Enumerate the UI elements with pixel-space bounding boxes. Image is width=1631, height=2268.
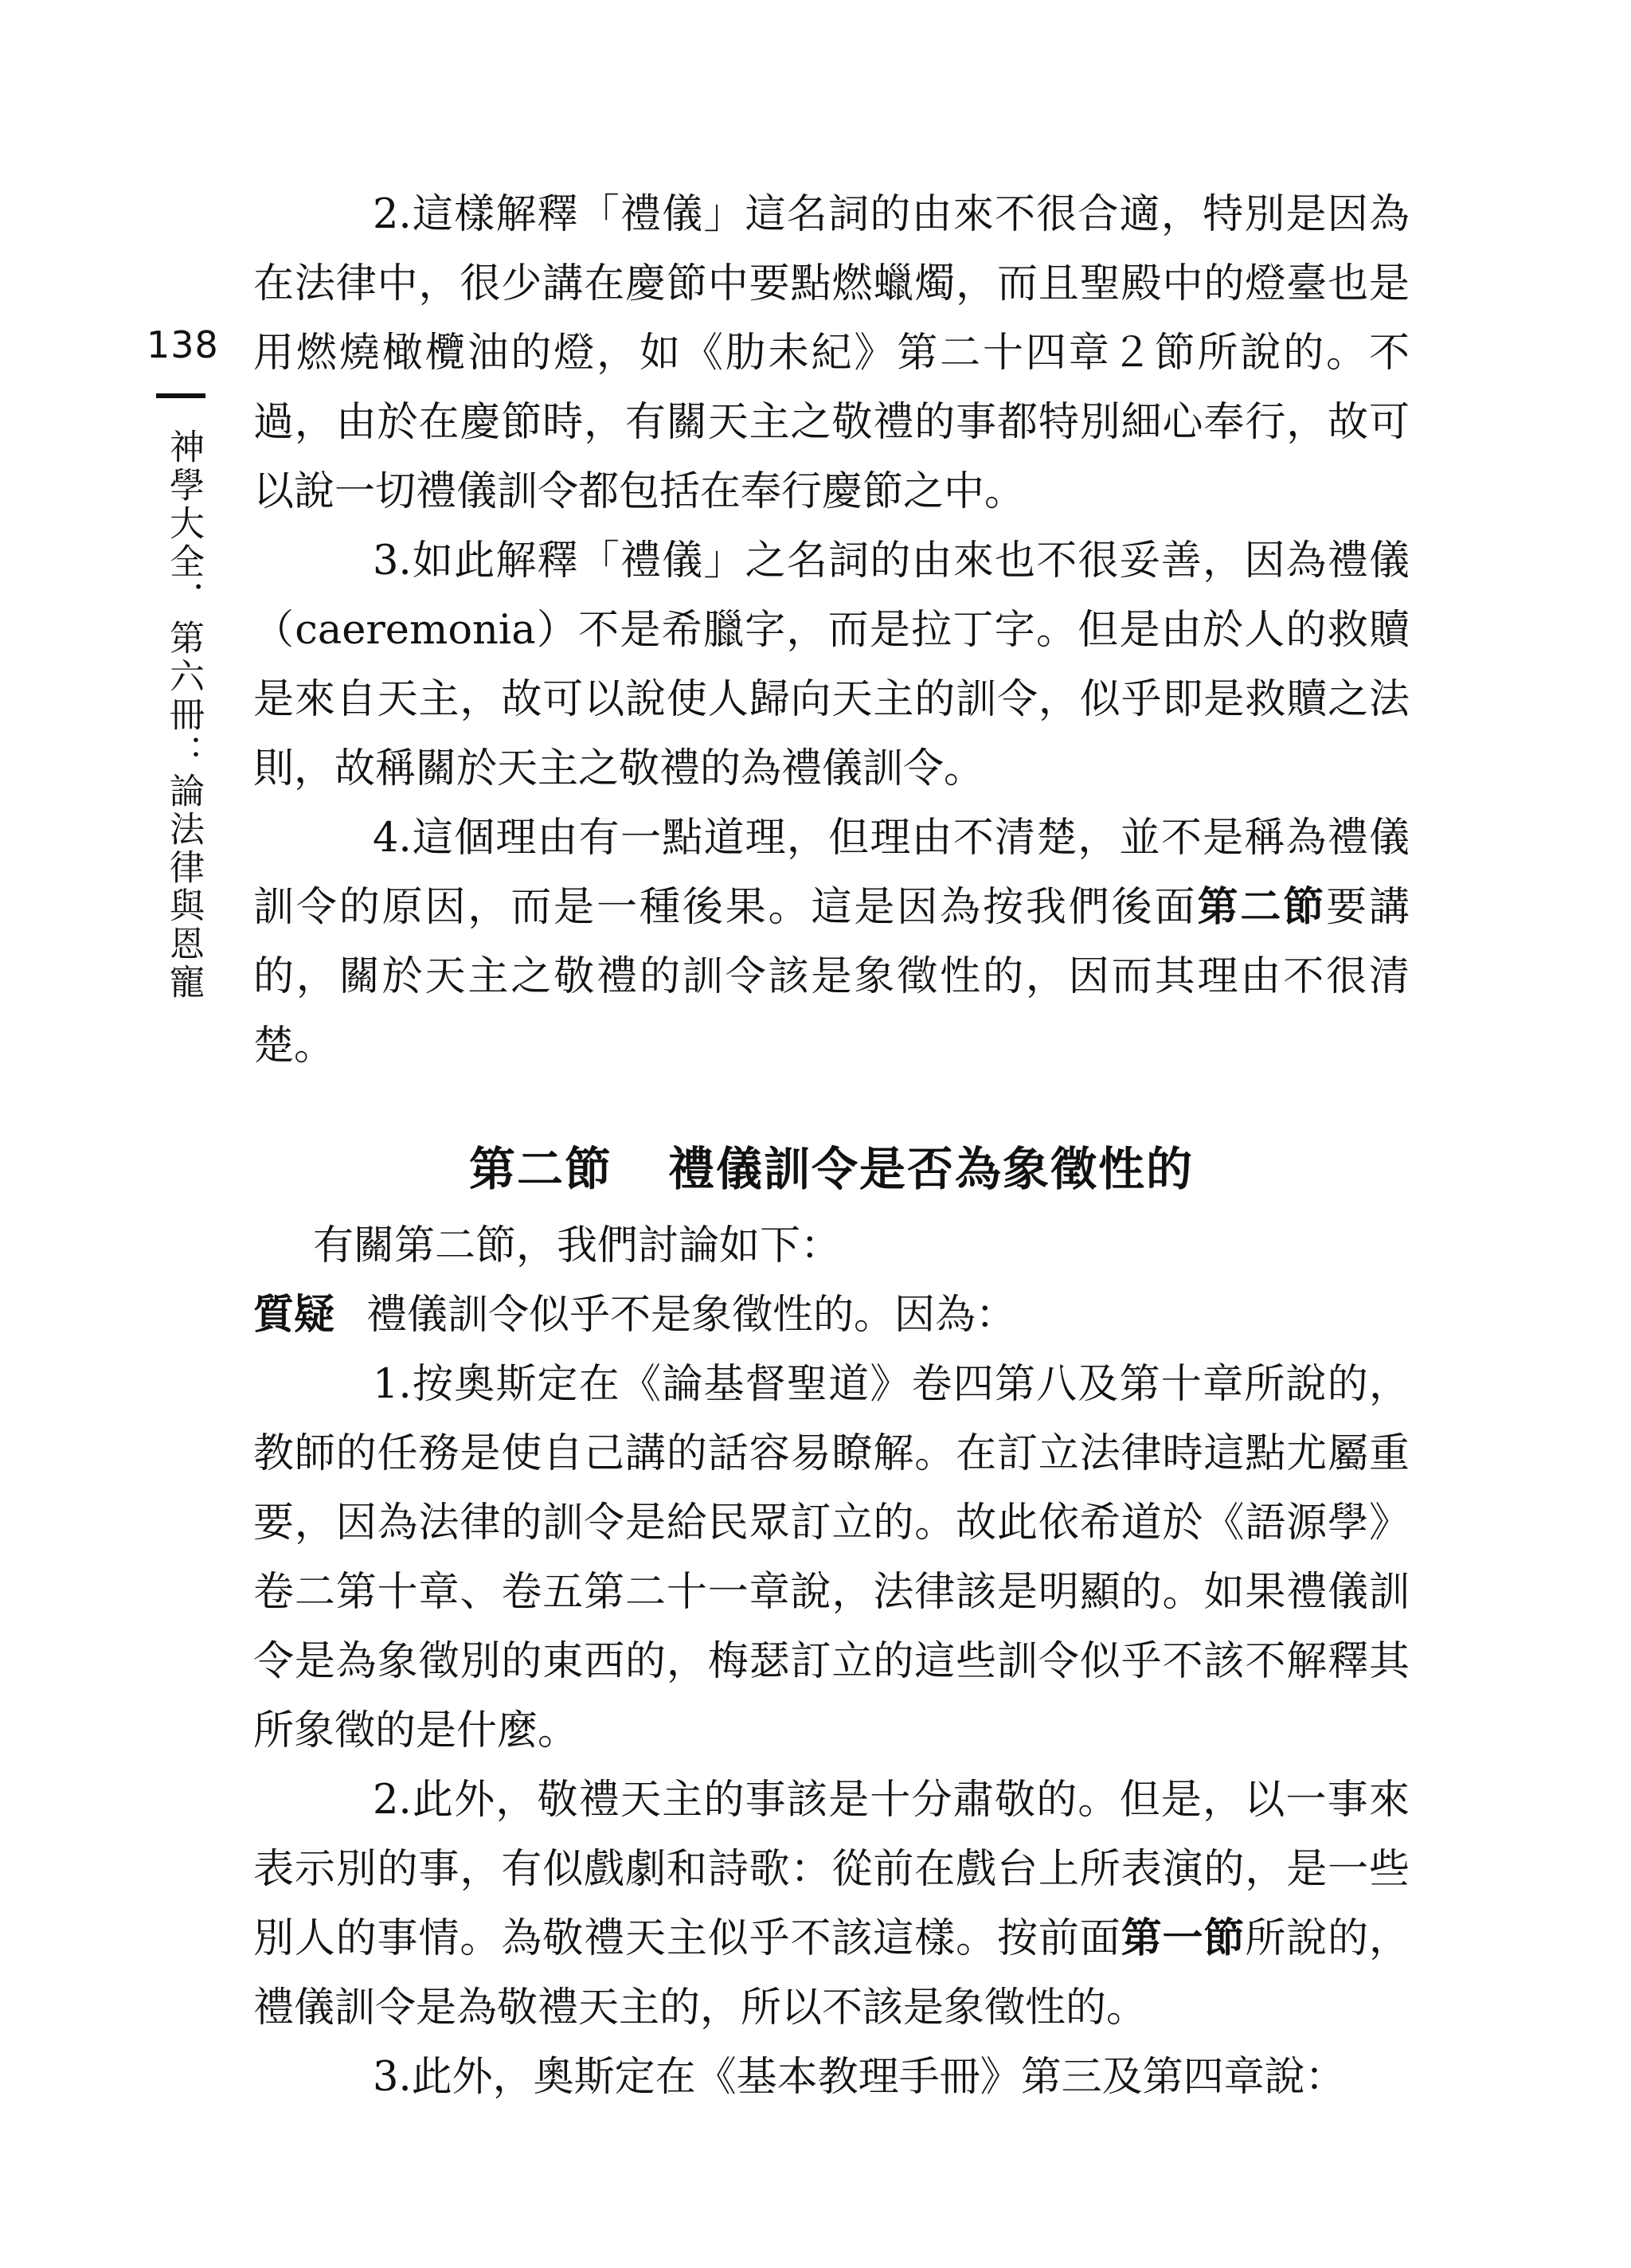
paragraph-text: 要講的，關於天主之敬禮的訓令該是象徵性的，因而其理由不很清楚。 (253, 884, 1410, 1069)
margin-rule (156, 393, 205, 398)
paragraph-3 (253, 526, 1410, 804)
body-text (253, 180, 1410, 2112)
paragraph-number: 2. (373, 1777, 412, 1824)
page-number: 138 (147, 323, 219, 366)
paragraph-number: 3. (373, 538, 412, 585)
section-title: 禮儀訓令是否為象徵性的 (668, 1142, 1195, 1196)
paragraph-4 (253, 804, 1410, 1081)
objection-text: 禮儀訓令似乎不是象徵性的。因為： (366, 1292, 1017, 1339)
paragraph-text: 如此解釋「禮儀」之名詞的由來也不很妥善，因為禮儀（caeremonia）不是希臘字，而是拉丁字。但是由於人的救贖是來自天主，故可以說使人歸向天主的訓令，似乎即是救贖之法則，故稱關於天主之敬禮的為禮儀訓令。 (253, 538, 1410, 792)
paragraph-text: 按奧斯定在《論基督聖道》卷四第八及第十章所說的，教師的任務是使自己講的話容易瞭解。在訂立法律時這點尤屬重要，因為法律的訓令是給民眾訂立的。故此依希道於《語源學》卷二第十章、卷五第二十一章說，法律該是明顯的。如果禮儀訓令是為象徵別的東西的，梅瑟訂立的這些訓令似乎不該不解釋其所象徵的是什麼。 (253, 1361, 1410, 1754)
paragraph-number: 4. (373, 815, 412, 862)
paragraph-text: 這個理由有一點道理，但理由不清楚，並不是稱為禮儀訓令的原因，而是一種後果。這是因為按我們後面 (253, 815, 1410, 931)
paragraph-text: 這樣解釋「禮儀」這名詞的由來不很合適，特別是因為在法律中，很少講在慶節中要點燃蠟燭，而且聖殿中的燈臺也是用燃燒橄欖油的燈，如《肋未紀》第二十四章２節所說的。不過，由於在慶節時，有關天主之敬禮的事都特別細心奉行，故可以說一切禮儀訓令都包括在奉行慶節之中。 (253, 191, 1410, 515)
section-number: 第二節 (468, 1142, 612, 1196)
running-title: 神學大全．第六冊：論法律與恩寵 (163, 428, 204, 1002)
objection-2 (253, 1766, 1410, 2043)
paragraph-text: 此外，奧斯定在《基本教理手冊》第三及第四章說： (411, 2054, 1346, 2101)
objection-label: 質疑 (253, 1292, 335, 1339)
objection-line (253, 1281, 1410, 1350)
cross-reference: 第一節 (1121, 1914, 1246, 1962)
paragraph-text: 所說的，禮儀訓令是為敬禮天主的，所以不該是象徵性的。 (253, 1915, 1410, 2031)
paragraph-text: 此外，敬禮天主的事該是十分肅敬的。但是，以一事來表示別的事，有似戲劇和詩歌：從前在戲台上所表演的，是一些別人的事情。為敬禮天主似乎不該這樣。按前面 (253, 1777, 1410, 1962)
paragraph-number: 3. (373, 2054, 412, 2101)
paragraph-2 (253, 180, 1410, 526)
paragraph-number: 2. (373, 191, 412, 238)
objection-3 (253, 2043, 1410, 2112)
cross-reference: 第二節 (1197, 883, 1327, 931)
paragraph-number: 1. (373, 1361, 412, 1408)
objection-1 (253, 1350, 1410, 1766)
section-heading (253, 1130, 1410, 1208)
section-intro: 有關第二節，我們討論如下： (313, 1222, 842, 1269)
